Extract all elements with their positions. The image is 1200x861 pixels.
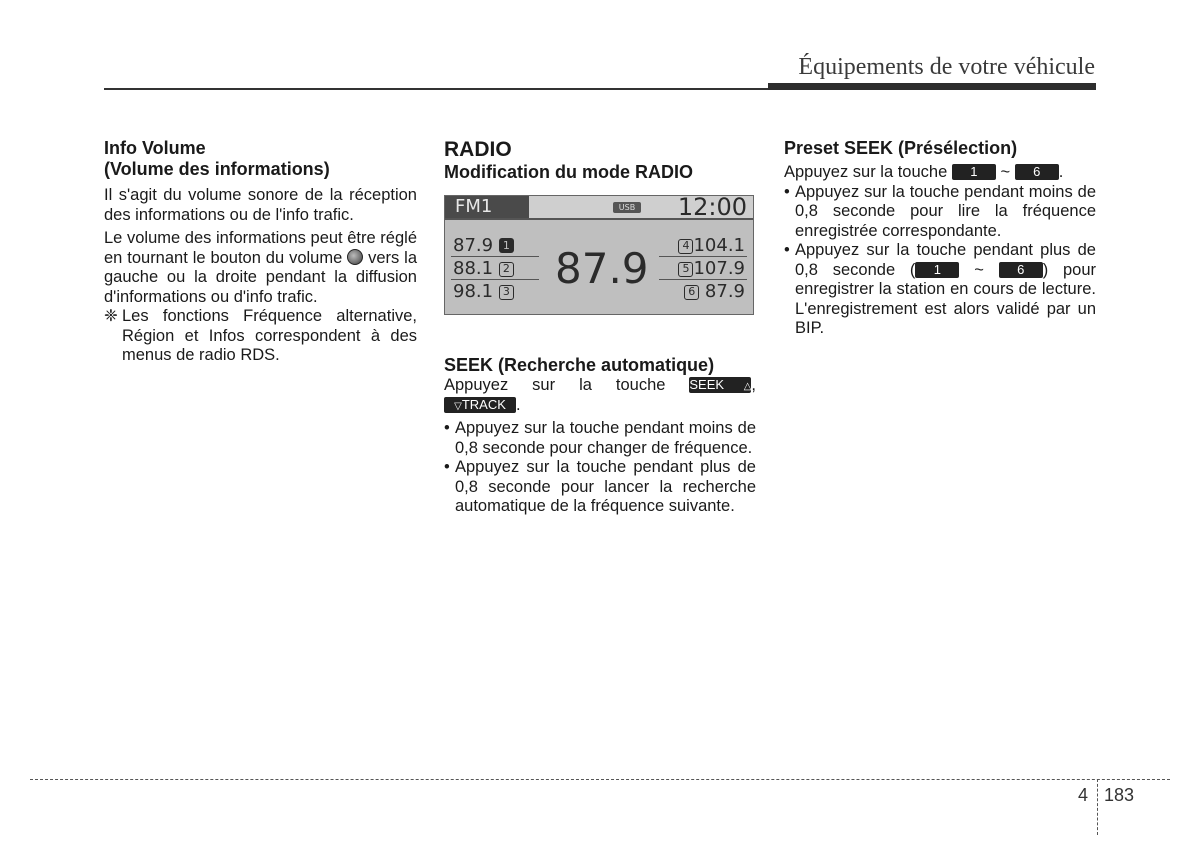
tilde: ~ bbox=[974, 260, 984, 279]
header-rule-thick bbox=[768, 83, 1096, 90]
footer-rule bbox=[30, 779, 1170, 780]
bullet2-part2: ) pour enregistrer la station en cours de lecture. L'enregistrement est alors validé par un BIP. bbox=[795, 260, 1097, 337]
preset-row bbox=[453, 234, 514, 257]
seek-up-key bbox=[689, 377, 751, 393]
para2-part1: Le volume des informations peut être réglé en tournant le bouton du volume bbox=[104, 229, 417, 267]
radio-display-illustration bbox=[444, 195, 754, 315]
seek-bullet-1 bbox=[444, 419, 756, 458]
page-number: 183 bbox=[1104, 785, 1135, 805]
column-preset-seek bbox=[784, 138, 1096, 339]
preset-freq: 98.1 bbox=[453, 281, 494, 302]
preset-seek-heading: Preset SEEK (Présélection) bbox=[784, 138, 1018, 158]
footer-vertical-rule bbox=[1097, 779, 1098, 835]
bullet2-part1: Appuyez sur la touche pendant plus de 0,8 seconde ( bbox=[795, 241, 1096, 279]
seek-intro: Appuyez sur la touche SEEK△, bbox=[444, 376, 756, 394]
bullet-text: Appuyez sur la touche pendant moins de 0,8 seconde pour lire la fréquence enregistrée correspondante. bbox=[795, 182, 1096, 240]
bullet-dot: • bbox=[444, 419, 450, 437]
radio-mode-subtitle: Modification du mode RADIO bbox=[444, 162, 693, 182]
preset-row bbox=[678, 234, 745, 257]
preset-bullet-1 bbox=[784, 183, 1096, 242]
band-label: FM1 bbox=[445, 196, 529, 218]
preset-bullet-2 bbox=[784, 241, 1096, 339]
preset-freq: 88.1 bbox=[453, 258, 494, 279]
preset-key-1: 1 bbox=[952, 164, 996, 180]
seek-intro-text: Appuyez sur la touche bbox=[444, 376, 666, 394]
bullet-dot: • bbox=[444, 458, 450, 476]
bullet-text: Appuyez sur la touche pendant moins de 0,8 seconde pour changer de fréquence. bbox=[455, 419, 756, 457]
preset-badge: 2 bbox=[499, 262, 514, 277]
presets-left bbox=[453, 234, 514, 303]
preset-key-6: 6 bbox=[1015, 164, 1059, 180]
note-text: Les fonctions Fréquence alternative, Région et Infos correspondent à des menus de radio RDS. bbox=[122, 307, 417, 364]
bullet-dot: • bbox=[784, 241, 790, 259]
preset-badge: 3 bbox=[499, 285, 514, 300]
seek-key-label: SEEK bbox=[689, 377, 725, 392]
preset-intro: Appuyez sur la touche 1 ~ 6 . bbox=[784, 163, 1064, 181]
info-volume-heading bbox=[104, 138, 417, 180]
info-volume-para1: Il s'agit du volume sonore de la réception des informations ou de l'info trafic. bbox=[104, 186, 417, 224]
preset-row bbox=[453, 257, 514, 280]
seek-bullet-2 bbox=[444, 458, 756, 517]
preset-badge: 5 bbox=[678, 262, 693, 277]
usb-icon: USB bbox=[613, 202, 641, 213]
heading-line2: (Volume des informations) bbox=[104, 159, 330, 179]
preset-freq: 87.9 bbox=[453, 235, 494, 256]
track-down-key bbox=[444, 397, 516, 413]
para2-part2: vers la gauche ou la droite pendant la diffusion d'informations ou d'info trafic. bbox=[104, 248, 417, 306]
preset-badge: 6 bbox=[684, 285, 699, 300]
preset-freq: 87.9 bbox=[704, 281, 745, 302]
preset-freq: 104.1 bbox=[693, 235, 745, 256]
volume-knob-icon bbox=[347, 249, 363, 265]
column-radio bbox=[444, 138, 756, 517]
preset-key-6: 6 bbox=[999, 262, 1043, 278]
chapter-number: 4 bbox=[1078, 785, 1089, 805]
chevron-up-icon: △ bbox=[724, 381, 752, 392]
bullet-dot: • bbox=[784, 182, 790, 201]
radio-section-title: RADIO bbox=[444, 138, 512, 161]
preset-key-1: 1 bbox=[915, 262, 959, 278]
preset-separator bbox=[451, 279, 539, 280]
column-info-volume bbox=[104, 138, 417, 366]
preset-freq: 107.9 bbox=[693, 258, 745, 279]
preset-separator bbox=[451, 256, 539, 257]
preset-badge: 4 bbox=[678, 239, 693, 254]
presets-right bbox=[678, 234, 745, 303]
note-mark-icon: ❈ bbox=[104, 307, 118, 325]
seek-heading: SEEK (Recherche automatique) bbox=[444, 355, 715, 375]
track-key-label: TRACK bbox=[461, 396, 506, 412]
display-status-bar bbox=[445, 196, 753, 220]
current-frequency: 87.9 bbox=[555, 244, 649, 293]
clock: 12:00 bbox=[677, 195, 747, 221]
preset-row bbox=[678, 257, 745, 280]
rds-note bbox=[104, 307, 417, 366]
preset-badge: 1 bbox=[499, 238, 514, 253]
heading-line1: Info Volume bbox=[104, 138, 206, 158]
preset-row bbox=[678, 280, 745, 303]
chevron-down-icon: ▽ bbox=[454, 400, 462, 412]
bullet-text: Appuyez sur la touche pendant plus de 0,8 seconde pour lancer la recherche automatique de la fréquence suivante. bbox=[455, 458, 756, 515]
track-line: ▽TRACK . bbox=[444, 396, 756, 416]
tilde: ~ bbox=[1000, 163, 1011, 181]
preset-intro-text: Appuyez sur la touche bbox=[784, 163, 948, 181]
preset-row bbox=[453, 280, 514, 303]
header-title: Équipements de votre véhicule bbox=[798, 54, 1095, 80]
info-volume-para2 bbox=[104, 229, 417, 307]
